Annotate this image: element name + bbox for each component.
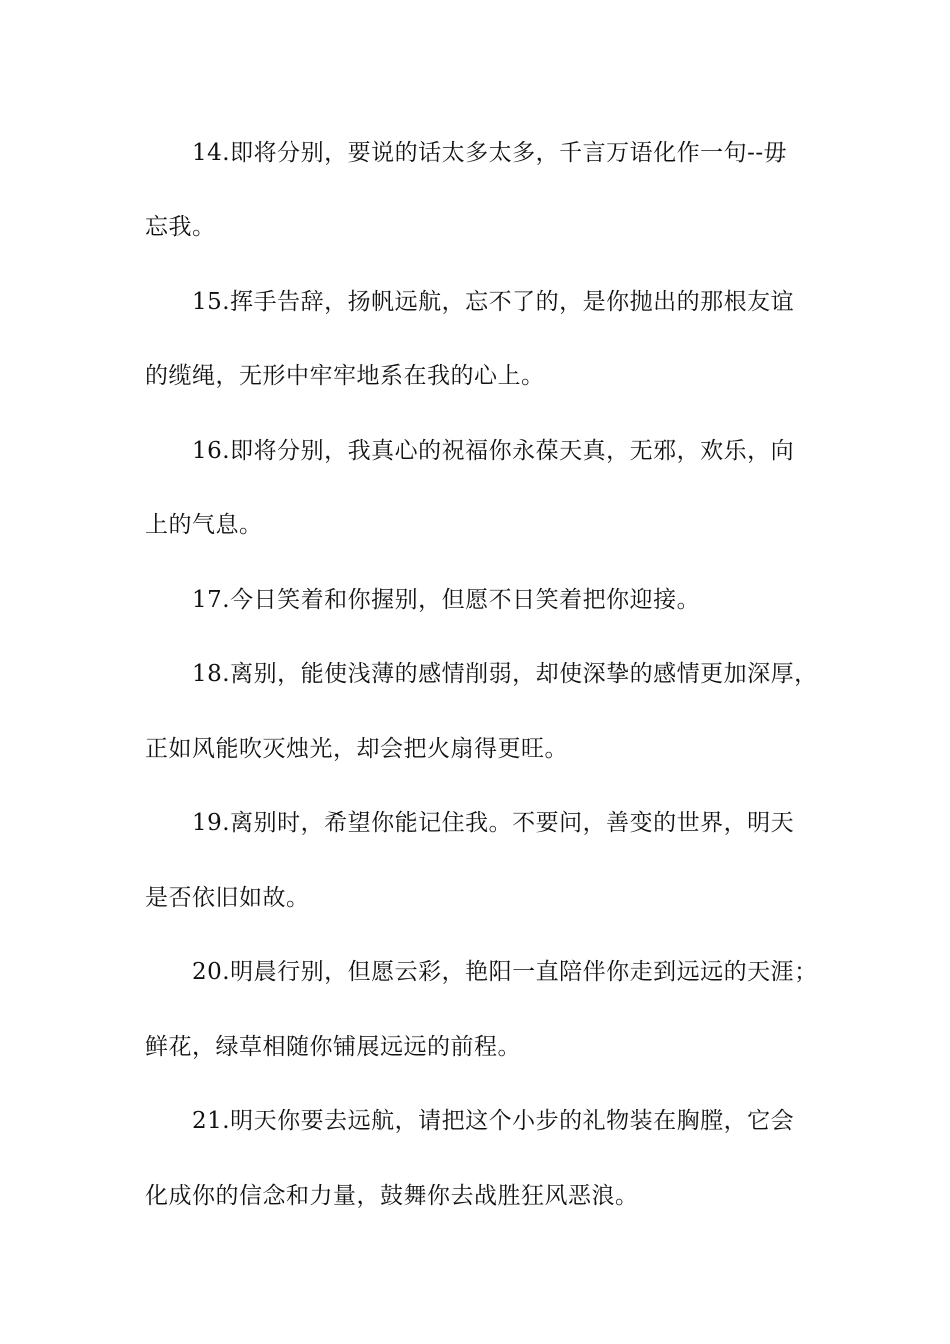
paragraph-18-line-1: 18.离别，能使浅薄的感情削弱，却使深挚的感情更加深厚， xyxy=(192,661,818,687)
paragraph-17-line-1: 17.今日笑着和你握别，但愿不日笑着把你迎接。 xyxy=(192,587,701,613)
paragraph-21-line-1: 21.明天你要去远航，请把这个小步的礼物装在胸膛，它会 xyxy=(192,1108,795,1134)
paragraph-18-line-2: 正如风能吹灭烛光，却会把火扇得更旺。 xyxy=(145,736,568,762)
paragraph-15-line-1: 15.挥手告辞，扬帆远航，忘不了的，是你抛出的那根友谊 xyxy=(192,289,795,315)
paragraph-20-line-1: 20.明晨行别，但愿云彩，艳阳一直陪伴你走到远远的天涯； xyxy=(192,959,818,985)
paragraph-20-line-2: 鲜花，绿草相随你铺展远远的前程。 xyxy=(145,1034,521,1060)
paragraph-14-line-2: 忘我。 xyxy=(145,214,216,240)
paragraph-15-line-2: 的缆绳，无形中牢牢地系在我的心上。 xyxy=(145,363,545,389)
paragraph-14-line-1: 14.即将分别，要说的话太多太多，千言万语化作一句--毋 xyxy=(192,140,788,166)
paragraph-19-line-2: 是否依旧如故。 xyxy=(145,885,310,911)
paragraph-16-line-2: 上的气息。 xyxy=(145,512,263,538)
paragraph-19-line-1: 19.离别时，希望你能记住我。不要问，善变的世界，明天 xyxy=(192,810,795,836)
paragraph-21-line-2: 化成你的信念和力量，鼓舞你去战胜狂风恶浪。 xyxy=(145,1183,639,1209)
paragraph-16-line-1: 16.即将分别，我真心的祝福你永葆天真，无邪，欢乐，向 xyxy=(192,438,795,464)
